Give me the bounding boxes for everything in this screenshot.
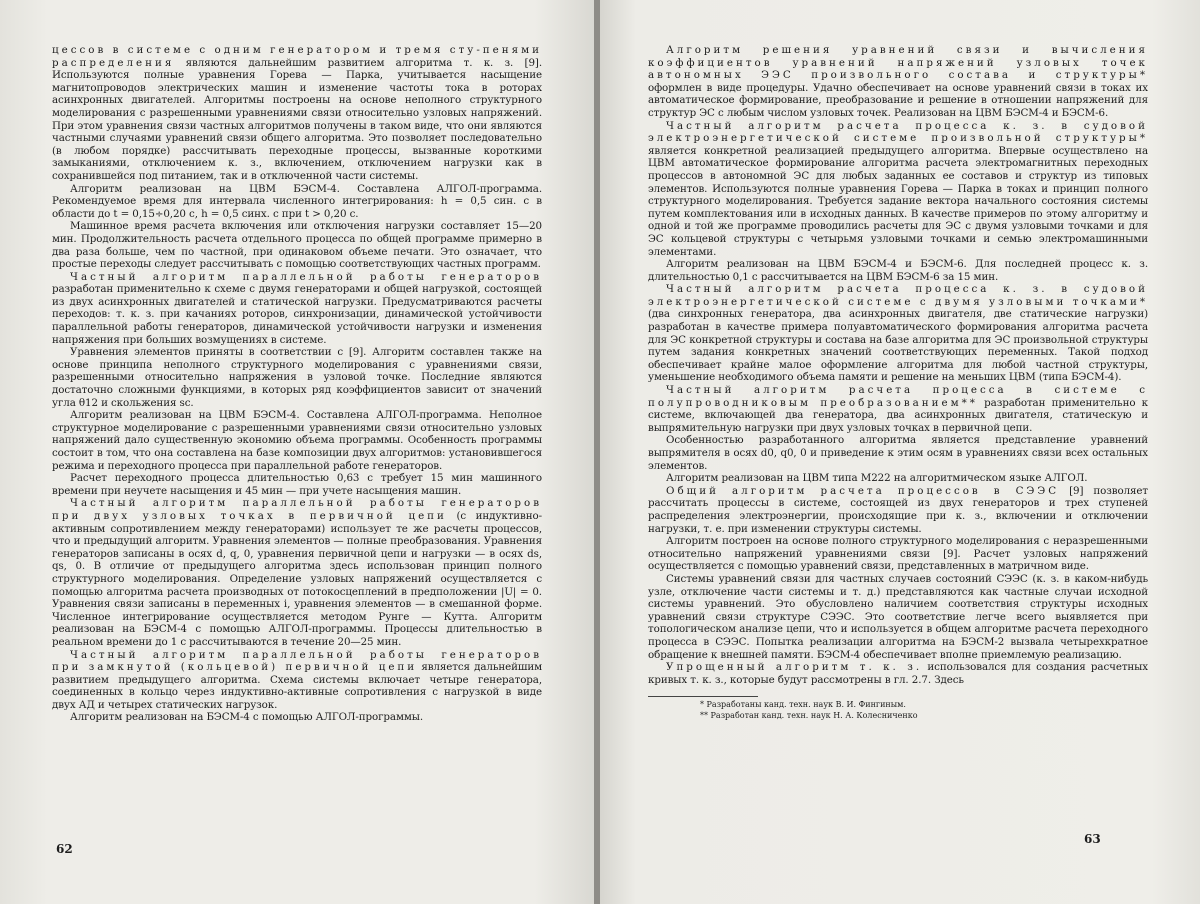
paragraph — [52, 497, 542, 648]
paragraph-text: разработан применительно к системе, включающей два генератора, два асинхронных двигателя, статическую и выпрямительную нагрузки при двух узловых точках в первичной цепи. — [648, 396, 1149, 434]
paragraph: Алгоритм реализован на БЭСМ-4 с помощью АЛГОЛ-программы. — [70, 711, 424, 724]
spaced-heading: Алгоритм решения уравнений связи и вычисления коэффициентов уравнений напряжений узловых точек автономных ЭЭС произвольного состава и структуры* — [648, 44, 1148, 82]
left-page — [0, 0, 594, 904]
paragraph-text: (с индуктивно-активным сопротивлением между генераторами) использует те же расчеты процессов, что и предыдущий алгоритм. Уравнения элементов — полные преобразования. Уравнения генераторов записаны в осях d, q, 0, уравнения первичной цепи и нагрузки — в осях ds, qs, 0. В отличие от предыдущего алгоритма здесь использован принцип полного структурного моделирования. Определение узловых напряжений осуществляется с помощью алгоритма расчета производных от потокосцеплений в предположении |U| = 0. Уравнения связи записаны в переменных i, уравнения элементов — в смешанной форме. Численное интегрирование осуществляется методом Рунге — Кутта. Алгоритм реализован на БЭСМ-4 с помощью АЛГОЛ-программы. Процессы длительностью в реальном времени до 1 с рассчитываются в течение 20—25 мин. — [52, 509, 542, 648]
right-page — [600, 0, 1200, 904]
paragraph: Расчет переходного процесса длительностью 0,63 с требует 15 мин машинного времени при неучете насыщения и 45 мин — при учете насыщения машин. — [52, 472, 542, 497]
paragraph: Уравнения элементов приняты в соответствии с [9]. Алгоритм составлен также на основе принципа неполного структурного моделирования с уравнениями связи, разрешенными относительно напряжения в узловой точке. Последние являются достаточно сложными функциями, в которых ряд коэффициентов зависит от значений угла θ12 и скольжения sс. — [52, 346, 542, 409]
paragraph: Машинное время расчета включения или отключения нагрузки составляет 15—20 мин. Продолжительность расчета отдельного процесса по общей программе примерно в два раза больше, чем по частной, при одинаковом объеме печати. Это означает, что простые переходы следует рассчитывать с помощью соответствующих частных программ. — [52, 220, 542, 271]
page-number: 62 — [56, 842, 73, 856]
paragraph: Системы уравнений связи для частных случаев состояний СЭЭС (к. з. в каком-нибудь узле, отключение части системы и т. д.) представляются как частные случаи исходной системы уравнений. Это обусловлено наличием соответствия структуры исходных уравнений связи структуре СЭЭС. Это соответствие легче всего выявляется при топологическом анализе цепи, что и используется в общем алгоритме расчета переходного процесса в СЭЭС. Попытка реализации алгоритма на БЭСМ-2 вызвала четырехкратное обращение к внешней памяти. БЭСМ-4 обеспечивает вполне приемлемую реализацию. — [648, 572, 1148, 661]
paragraph-text: является дальнейшим развитием предыдущего алгоритма. Схема системы включает четыре генератора, соединенных в кольцо через индуктивно-активные сопротивления с нагрузкой в виде двух АД и четырех статических нагрузок. — [52, 661, 542, 711]
paragraph — [52, 271, 542, 347]
right-text-column — [648, 44, 1148, 721]
spaced-heading: Частный алгоритм параллельной работы генераторов при замкнутой (кольцевой) первичной цепи — [52, 648, 542, 674]
paragraph-text: [9] позволяет рассчитать процессы в системе, состоящей из двух генераторов и трех ступеней распределения электроэнергии, происходящие при к. з., включении и отключении нагрузки, т. е. при изменении структуры системы. — [648, 484, 1148, 535]
paragraph — [648, 120, 1148, 259]
paragraph: Алгоритм реализован на ЦВМ БЭСМ-4. Составлена АЛГОЛ-программа. Рекомендуемое время для интервала численного интегрирования: h = 0,5 син. с в области до t = 0,15÷0,20 с, h = 0,5 синх. с при t > 0,20 с. — [52, 182, 542, 220]
paragraph — [648, 283, 1148, 384]
paragraph — [648, 661, 1148, 686]
spaced-heading: Частный алгоритм расчета процесса к. з. в судовой электроэнергетической системе с двумя узловыми точками* — [648, 283, 1148, 308]
paragraph — [52, 649, 542, 712]
paragraph — [648, 384, 1148, 434]
paragraph — [648, 44, 1148, 120]
spaced-heading: Частный алгоритм параллельной работы генераторов при двух узловых точках в первичной цепи — [52, 497, 542, 522]
paragraph — [52, 44, 542, 183]
paragraph-text: оформлен в виде процедуры. Удачно обеспечивает на основе уравнений связи в токах их автоматическое формирование, преобразование и решение в отношении напряжений для структур ЭС с любым числом узловых точек. Реализован на ЦВМ БЭСМ-4 и БЭСМ-6. — [648, 81, 1148, 119]
left-text-column — [52, 44, 542, 724]
footnote: * Разработаны канд. техн. наук В. И. Фингиным. — [700, 700, 906, 710]
paragraph: Особенностью разработанного алгоритма является представление уравнений выпрямителя в осях d0, q0, 0 и приведение к этим осям в уравнениях связи всех остальных элементов. — [648, 434, 1148, 472]
paragraph: Алгоритм реализован на ЦВМ БЭСМ-4. Составлена АЛГОЛ-программа. Неполное структурное моделирование с разрешенными уравнениями связи относительно узловых напряжений дало существенную экономию объема программы. Особенность программы состоит в том, что она составлена на базе композиции двух алгоритмов: установившегося режима и переходного процесса при параллельной работе генераторов. — [52, 409, 542, 472]
paragraph: Алгоритм реализован на ЦВМ БЭСМ-4 и БЭСМ-6. Для последней процесс к. з. длительностью 0,1 с рассчитывается на ЦВМ БЭСМ-6 за 15 мин. — [648, 258, 1148, 283]
paragraph-text: (два синхронных генератора, два асинхронных двигателя, две статические нагрузки) разработан в качестве примера полуавтоматического формирования алгоритма расчета для ЭС конкретной структуры и состава на базе алгоритма для ЭС произвольной структуры путем задания конкретных значений соответствующих переменных. Такой подход обеспечивает крайне малое оформление алгоритма для любой частной структуры, уменьшение необходимого объема памяти и решение на меньших ЦВМ (типа БЭСМ-4). — [648, 308, 1148, 384]
paragraph-text: являются дальнейшим развитием алгоритма т. к. з. [9]. Используются полные уравнения Горева — Парка, учитывается насыщение магнитопроводов электрических машин и изменение частоты тока в роторах асинхронных двигателей. Алгоритмы построены на основе неполного структурного моделирования с разрешенными уравнениями связи относительно узловых напряжений. При этом уравнения связи частных алгоритмов получены в таком виде, что они являются частными случаями уравнений связи общего алгоритма. Это позволяет последовательно (в любом порядке) рассчитывать переходные процессы, вызванные короткими замыканиями, отключением к. з., включением, отключением нагрузки как в сохранившейся под питанием, так и в отключенной части системы. — [52, 56, 542, 182]
paragraph-text: использовался для создания расчетных кривых т. к. з., которые будут рассмотрены в гл. 2.7. Здесь — [648, 661, 1148, 686]
spaced-heading: Упрощенный алгоритм т. к. з. — [666, 661, 923, 674]
page-number: 63 — [1084, 832, 1101, 846]
spaced-heading: Общий алгоритм расчета процессов в СЭЭС — [666, 484, 1060, 497]
paragraph-text: разработан применительно к схеме с двумя генераторами и общей нагрузкой, состоящей из двух асинхронных двигателей и статической нагрузки. Предусматриваются расчеты переходов: т. к. з. при качаниях роторов, синхронизации, динамической устойчивости параллельной работы генераторов, динамической устойчивости нагрузки и изменения напряжения при больших возмущениях в системе. — [52, 283, 542, 346]
paragraph — [648, 485, 1148, 535]
paragraph: Алгоритм построен на основе полного структурного моделирования с неразрешенными относительно напряжений уравнениями связи [9]. Расчет узловых напряжений осуществляется с помощью уравнений связи, представленных в матричном виде. — [648, 535, 1148, 573]
spaced-heading: Частный алгоритм расчета процесса к. з. в судовой электроэнергетической системе произвольной структуры* — [648, 119, 1148, 145]
spaced-heading: Частный алгоритм расчета процесса в системе с полупроводниковым преобразованием** — [648, 384, 1148, 409]
spaced-heading: Частный алгоритм параллельной работы генераторов — [70, 270, 542, 283]
paragraph-text: является конкретной реализацией предыдущего алгоритма. Впервые осуществлено на ЦВМ автоматическое формирование алгоритма расчета электромагнитных переходных процессов в автономной ЭС для любых заданных ее составов и структур из типовых элементов. Используются полные уравнения Горева — Парка в токах и принцип полного структурного моделирования. Требуется задание вектора начального состояния системы путем комплектования или в исходных данных. В качестве примеров по этому алгоритму и одной и той же программе проводились расчеты для ЭС с двумя узловыми точками и для ЭС кольцевой структуры с четырьмя узловыми точками и семью электромашинными элементами. — [648, 144, 1148, 258]
spaced-heading: цессов в системе с одним генератором и тремя сту-пенями распределения — [52, 44, 542, 69]
footnote: ** Разработан канд. техн. наук Н. А. Колесниченко — [700, 711, 918, 721]
paragraph: Алгоритм реализован на ЦВМ типа М222 на алгоритмическом языке АЛГОЛ. — [666, 472, 1088, 485]
